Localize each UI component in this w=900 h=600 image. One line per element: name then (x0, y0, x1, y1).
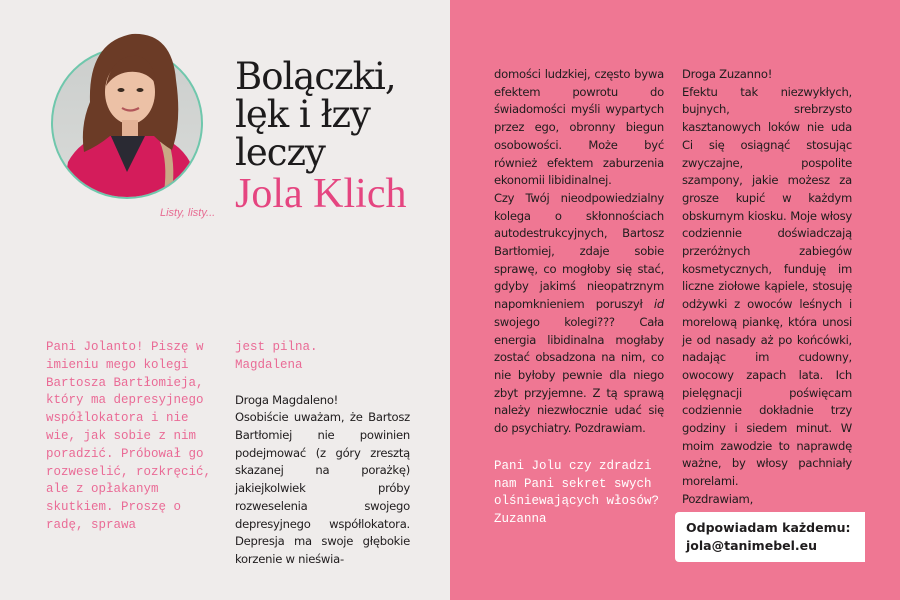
reply-1-text-part-3 (494, 190, 664, 438)
article-title (235, 55, 407, 217)
reply-2 (682, 66, 852, 526)
reply-2-closing: Pozdrawiam, (682, 491, 754, 506)
reader-letter-2-signature: Zuzanna (494, 512, 547, 527)
section-caption: Listy, listy... (160, 207, 216, 219)
reply-1-text-part-3-b: swojego kolegi??? Cała energia libidinalna mogłaby zostać obsadzona na nim, co nie byłoby pewnie dla niego zbyt przyjemne. Z tą sprawą należy niezwłocznie udać się do psychiatry. Pozdrawiam. (494, 314, 664, 436)
author-portrait (50, 22, 204, 200)
reply-1-start (235, 392, 410, 569)
reply-1-greeting: Droga Magdaleno! (235, 392, 339, 407)
reader-letter-2-text: Pani Jolu czy zdradzi nam Pani sekret swych olśniewających włosów? (494, 458, 660, 509)
column-4 (682, 66, 852, 526)
title-line-2: lęk i łzy (235, 93, 370, 136)
reply-2-greeting: Droga Zuzanno! (682, 67, 773, 81)
reader-letter-2 (494, 458, 664, 529)
reader-letter-1: Pani Jolanto! Piszę w imieniu mego kolegi Bartosza Bartłomieja, który ma depresyjnego współlokatora i nie wie, jak sobie z nim poradzić. Próbował go rozweselić, rozkręcić, ale z opłakanym skutkiem. Proszę o radę, sprawa (46, 340, 212, 532)
reader-letter-1-signature: Magdalena (235, 357, 303, 372)
reply-1-text-id: id (653, 297, 664, 312)
column-2 (235, 339, 410, 569)
title-line-3: leczy (235, 131, 325, 174)
author-name: Jola Klich (235, 171, 407, 217)
reply-1-continued (494, 66, 664, 438)
reader-letter-1-continued: jest pilna. (235, 340, 318, 354)
contact-box (675, 512, 865, 562)
reply-1-text-part-3-a: Czy Twój nieodpowiedzialny kolega o skłonnościach autodestrukcyjnych, Bartosz Bartłomiej, zdaje sobie sprawę, co mogłoby się stać, gdyby jakimś nieopatrznym napomknieniem poruszył (494, 190, 664, 312)
contact-label: Odpowiadam każdemu: (686, 520, 851, 535)
contact-email: jola@tanimebel.eu (686, 538, 818, 553)
column-1 (46, 339, 221, 535)
reply-1-text-part-1: Osobiście uważam, że Bartosz Bartłomiej nie powinien podejmować (z góry zresztą skazanej na porażkę) jakiejkolwiek próby rozweselenia swojego depresyjnego współlokatora. Depresja ma swoje głębokie korzenie w nieświa- (235, 410, 410, 566)
column-3 (494, 66, 664, 529)
reply-1-text-part-2: domości ludzkiej, często bywa efektem powrotu do świadomości myśli wypartych przez ego, obronny biegun osobowości. Może być również efektem zaburzenia ekonomii libidinalnej. (494, 67, 664, 188)
reply-2-text: Efektu tak niezwykłych, bujnych, srebrzysto kasztanowych loków nie uda Ci się osiągnąć stosując zwyczajne, pospolite szampony, jakie możesz za grosze kupić w każdym obskurnym kiosku. Moje włosy codziennie doświadczają przeróżnych zabiegów kosmetycznych, funduję im liczne ziołowe kąpiele, stosuję odżywki z owoców leśnych i morelową piankę, która unosi je od nasady aż po końcówki, nadając im cudowny, owocowy zapach lata. Ich pielęgnacji poświęcam codziennie dokładnie trzy godziny i siedem minut. W moim zawodzie to naprawdę ważne, by włosy pachniały morelami. (682, 84, 852, 489)
title-line-1: Bolączki, (235, 55, 396, 98)
